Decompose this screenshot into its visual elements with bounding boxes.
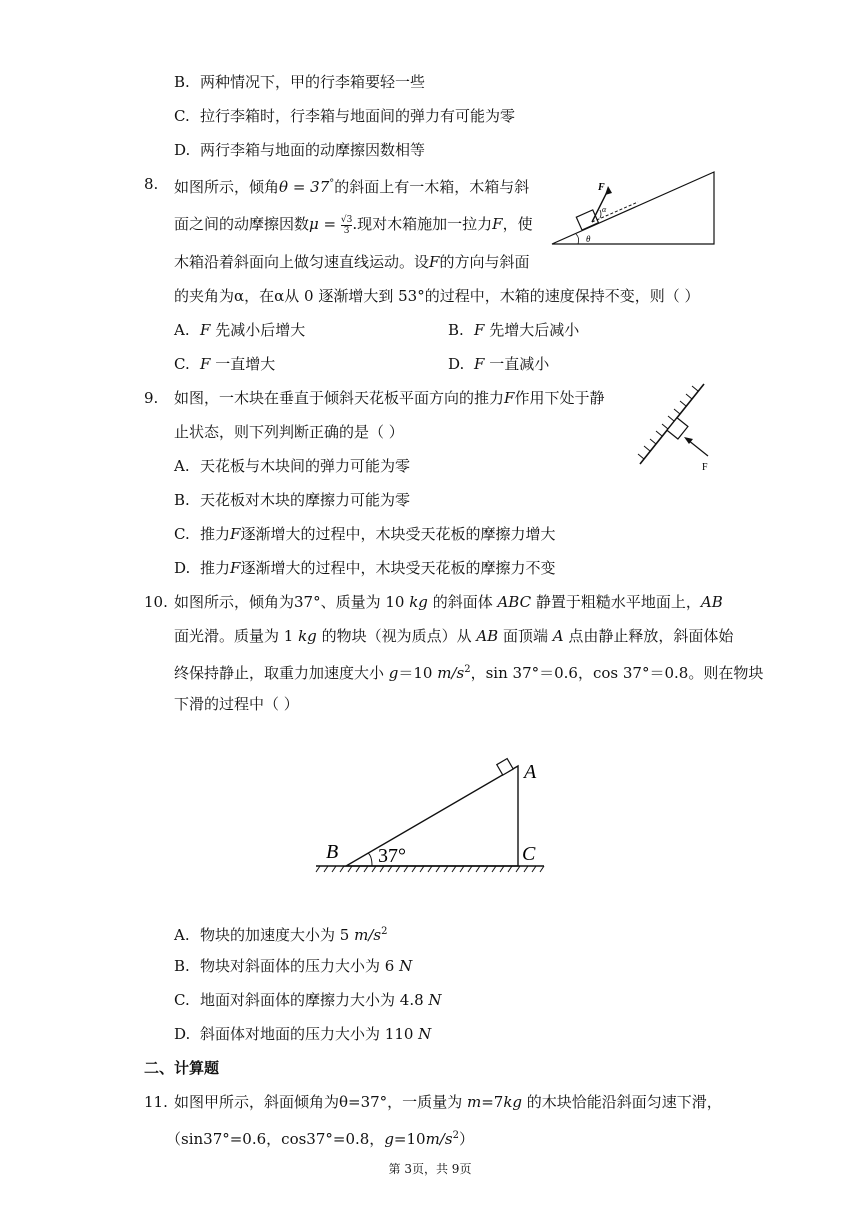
- q9-option-b: B. 天花板对木块的摩擦力可能为零: [174, 491, 411, 509]
- q9-fig-label-f: F: [702, 462, 708, 473]
- q10-line-3: 终保持静止，取重力加速度大小 g＝10 $m/s^2$，sin 37°＝0.6，cos 37°＝0.8。则在物块: [174, 664, 764, 682]
- q10-angle-arc: [368, 853, 372, 866]
- q8-incline: [552, 172, 714, 244]
- q10-fig-label-a: A: [524, 761, 537, 783]
- q10-line-1: 如图所示，倾角为37°、质量为 10 kg 的斜面体 ABC 静置于粗糙水平地面上，AB: [174, 593, 723, 611]
- q10-triangle: [346, 766, 518, 866]
- q8-option-d: D. F 一直减小: [448, 355, 550, 373]
- q9-line-2: 止状态，则下列判断正确的是（ ）: [174, 423, 404, 441]
- q8-option-a: A. F 先减小后增大: [174, 321, 306, 339]
- q8-incline-dashline: [592, 202, 638, 222]
- q10-option-d: D. 斜面体对地面的压力大小为 110 N: [174, 1025, 432, 1043]
- q9-option-d: D. 推力F逐渐增大的过程中，木块受天花板的摩擦力不变: [174, 559, 556, 577]
- q9-ceiling-hatch: [638, 386, 698, 459]
- q8-alpha-arc: [600, 210, 601, 218]
- q8-fig-label-theta: θ: [586, 234, 591, 244]
- q8-fig-label-alpha: α: [602, 205, 607, 214]
- page-footer: 第 3页，共 9页: [388, 1162, 472, 1176]
- q11-number: 11.: [144, 1093, 168, 1111]
- q8-number: 8.: [144, 175, 159, 193]
- prev-option-d: D. 两行李箱与地面的动摩擦因数相等: [174, 141, 426, 159]
- q8-line-2: 面之间的动摩擦因数μ = $\frac{√3}{3}$ .现对木箱施加一拉力F，使: [174, 214, 533, 236]
- q10-option-a: A. 物块的加速度大小为 5 $m/s^2$: [174, 926, 388, 944]
- q10-ground-hatch: [316, 866, 544, 872]
- q10-line-2: 面光滑。质量为 1 kg 的物块（视为质点）从 AB 面顶端 A 点由静止释放，斜面体始: [174, 627, 734, 645]
- q9-number: 9.: [144, 389, 159, 407]
- q8-incline-figure: [548, 168, 720, 248]
- q10-number: 10.: [144, 593, 168, 611]
- q10-line-4: 下滑的过程中（ ）: [174, 695, 299, 713]
- q10-fig-label-angle: 37°: [378, 845, 406, 867]
- q10-triangle-figure: [312, 754, 548, 882]
- q11-line-2: （sin37°=0.6，cos37°=0.8，$g=10m/s^2$）: [166, 1130, 474, 1148]
- q8-theta-arc: [576, 234, 579, 244]
- q9-option-a: A. 天花板与木块间的弹力可能为零: [174, 457, 411, 475]
- q9-ceiling-figure: [632, 380, 724, 474]
- q10-block: [497, 759, 513, 775]
- q9-line-1: 如图，一木块在垂直于倾斜天花板平面方向的推力F作用下处于静: [174, 389, 605, 407]
- q10-option-c: C. 地面对斜面体的摩擦力大小为 4.8 N: [174, 991, 442, 1009]
- q10-fig-label-c: C: [522, 843, 536, 865]
- q8-line-1: 如图所示，倾角θ = 37°的斜面上有一木箱，木箱与斜: [174, 178, 530, 196]
- q9-force-arrow: [688, 440, 708, 456]
- q11-line-1: 如图甲所示，斜面倾角为θ=37°，一质量为 m=7kg 的木块恰能沿斜面匀速下滑，: [174, 1093, 722, 1111]
- q8-line-4: 的夹角为α，在α从 0 逐渐增大到 53°的过程中，木箱的速度保持不变，则（ ）: [174, 287, 700, 305]
- q9-option-c: C. 推力F逐渐增大的过程中，木块受天花板的摩擦力增大: [174, 525, 556, 543]
- section-title-calculation: 二、计算题: [144, 1059, 220, 1077]
- prev-option-b: B. 两种情况下，甲的行李箱要轻一些: [174, 73, 426, 91]
- q8-box: [576, 210, 598, 230]
- q8-fig-label-f: F: [598, 182, 605, 193]
- prev-option-c: C. 拉行李箱时，行李箱与地面间的弹力有可能为零: [174, 107, 516, 125]
- q8-force-arrowhead: [605, 186, 612, 195]
- q8-option-c: C. F 一直增大: [174, 355, 276, 373]
- q10-option-b: B. 物块对斜面体的压力大小为 6 N: [174, 957, 413, 975]
- q8-option-b: B. F 先增大后减小: [448, 321, 580, 339]
- q9-block: [667, 418, 688, 439]
- q8-line-3: 木箱沿着斜面向上做匀速直线运动。设F的方向与斜面: [174, 253, 530, 271]
- q10-fig-label-b: B: [326, 841, 339, 863]
